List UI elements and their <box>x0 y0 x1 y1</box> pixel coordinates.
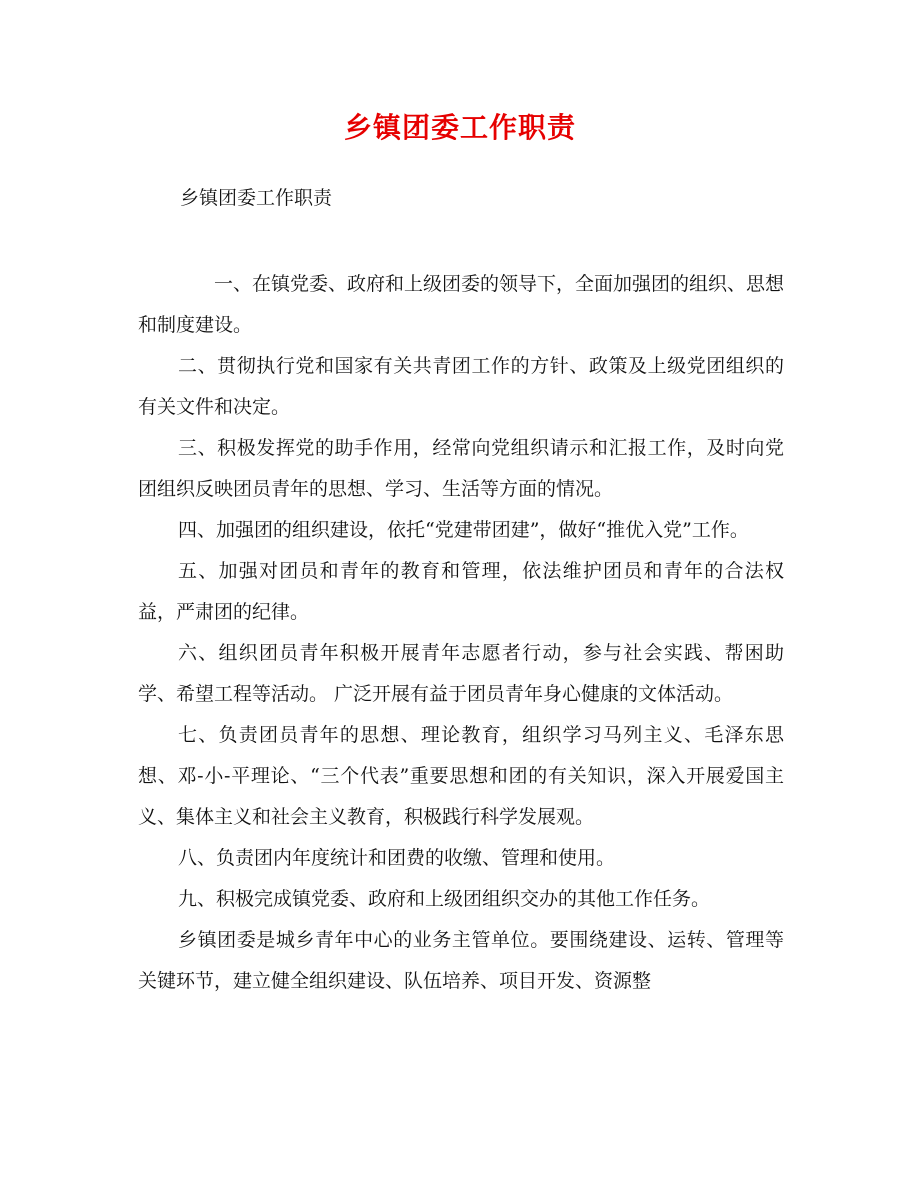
document-title: 乡镇团委工作职责 <box>343 111 576 144</box>
paragraph-3: 三、积极发挥党的助手作用，经常向党组织请示和汇报工作，及时向党团组织反映团员青年的思想、学习、生活等方面的情况。 <box>138 437 784 500</box>
document-subtitle: 乡镇团委工作职责 <box>180 187 333 209</box>
paragraph-10: 乡镇团委是城乡青年中心的业务主管单位。要围绕建设、运转、管理等关键环节，建立健全组织建设、队伍培养、项目开发、资源整 <box>138 929 784 992</box>
paragraph-4: 四、加强团的组织建设，依托“党建带团建”，做好“推优入党”工作。 <box>178 519 749 541</box>
paragraph-9: 九、积极完成镇党委、政府和上级团组织交办的其他工作任务。 <box>178 888 711 910</box>
paragraph-7: 七、负责团员青年的思想、理论教育，组织学习马列主义、毛泽东思想、邓-小-平理论、“三个代表”重要思想和团的有关知识，深入开展爱国主义、集体主义和社会主义教育，积极践行科学发展观。 <box>138 724 784 828</box>
paragraph-2: 二、贯彻执行党和国家有关共青团工作的方针、政策及上级党团组织的有关文件和决定。 <box>138 355 784 418</box>
document-body <box>138 264 784 1002</box>
paragraph-5: 五、加强对团员和青年的教育和管理，依法维护团员和青年的合法权益，严肃团的纪律。 <box>138 560 784 623</box>
paragraph-8: 八、负责团内年度统计和团费的收缴、管理和使用。 <box>178 847 616 869</box>
paragraph-6: 六、组织团员青年积极开展青年志愿者行动，参与社会实践、帮困助学、希望工程等活动。 广泛开展有益于团员青年身心健康的文体活动。 <box>138 642 784 705</box>
paragraph-1: 一、在镇党委、政府和上级团委的领导下，全面加强团的组织、思想和制度建设。 <box>138 273 785 336</box>
